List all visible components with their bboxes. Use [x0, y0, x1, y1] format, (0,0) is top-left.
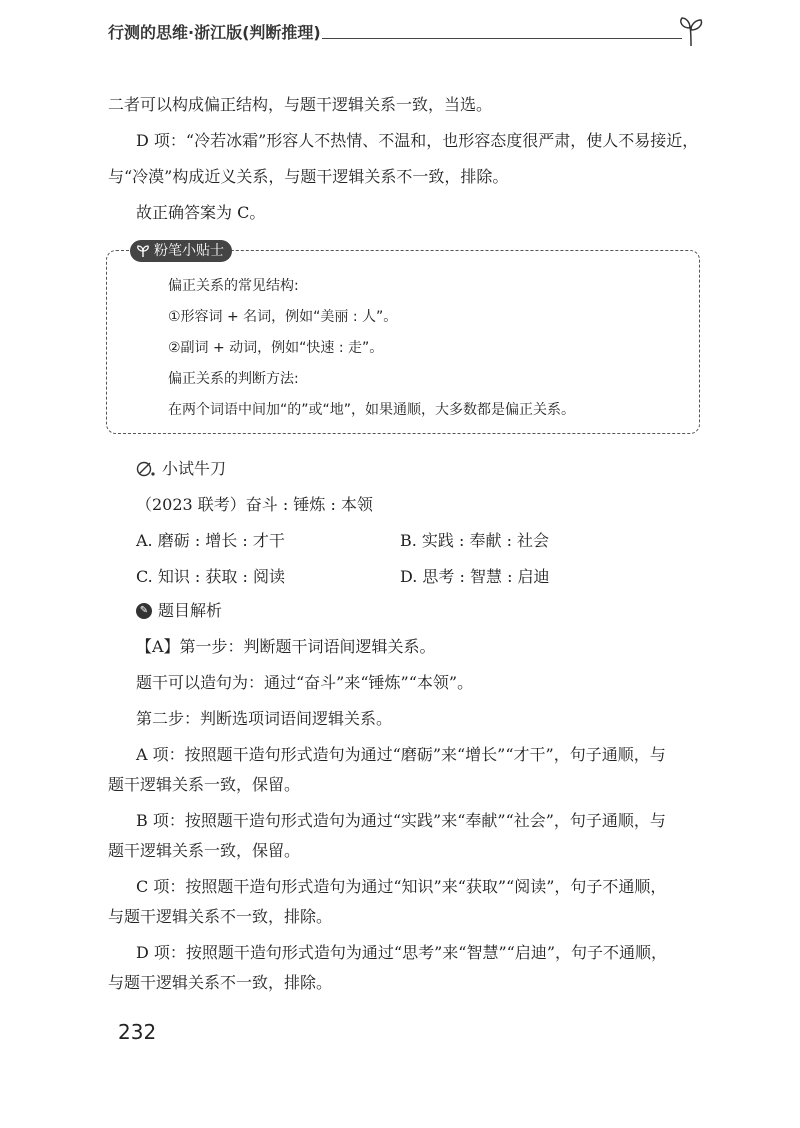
intro-line: D 项：“冷若冰霜”形容人不热情、不温和，也形容态度很严肃，使人不易接近， [136, 131, 699, 150]
analysis-line: 第二步：判断选项词语间逻辑关系。 [136, 709, 393, 728]
analysis-line: 题干逻辑关系一致，保留。 [108, 775, 301, 794]
page-number: 232 [118, 1020, 157, 1044]
tip-line: 在两个词语中间加“的”或“地”，如果通顺，大多数都是偏正关系。 [168, 402, 576, 418]
analysis-line: 与题干逻辑关系不一致，排除。 [108, 973, 333, 992]
analysis-line: C 项：按照题干造句形式造句为通过“知识”来“获取”“阅读”，句子不通顺， [136, 877, 667, 896]
sprout-icon [136, 244, 150, 258]
analysis-icon: ✎ [136, 603, 152, 619]
option-c: C. 知识 : 获取 : 阅读 [136, 567, 285, 586]
tip-label [130, 240, 232, 262]
tip-line: 偏正关系的判断方法: [168, 371, 299, 387]
tip-line: ①形容词 + 名词，例如“美丽 : 人”。 [168, 309, 398, 325]
analysis-line: 题干逻辑关系一致，保留。 [108, 841, 301, 860]
analysis-heading-text: 题目解析 [158, 601, 223, 620]
analysis-line: B 项：按照题干造句形式造句为通过“实践”来“奉献”“社会”，句子通顺，与 [136, 811, 666, 830]
option-d: D. 思考 : 智慧 : 启迪 [400, 567, 550, 586]
option-b: B. 实践 : 奉献 : 社会 [400, 531, 550, 550]
option-a: A. 磨砺 : 增长 : 才干 [136, 531, 285, 550]
analysis-line: 与题干逻辑关系不一致，排除。 [108, 907, 333, 926]
header-rule [322, 38, 682, 39]
tip-line: ②副词 + 动词，例如“快速 : 走”。 [168, 340, 384, 356]
tip-line: 偏正关系的常见结构: [168, 278, 299, 294]
analysis-line: A 项：按照题干造句形式造句为通过“磨砺”来“增长”“才干”，句子通顺，与 [136, 745, 666, 764]
analysis-line: 题干可以造句为：通过“奋斗”来“锤炼”“本领”。 [136, 673, 474, 692]
practice-heading-text: 小试牛刀 [162, 459, 227, 478]
analysis-heading [136, 600, 222, 622]
intro-line: 二者可以构成偏正结构，与题干逻辑关系一致，当选。 [108, 95, 493, 114]
running-header-title: 行测的思维·浙江版(判断推理) [108, 23, 321, 42]
tip-label-text: 粉笔小贴士 [154, 243, 224, 259]
question-stem: （2023 联考）奋斗 : 锤炼 : 本领 [136, 495, 373, 514]
sprout-icon [676, 14, 706, 48]
practice-heading [136, 458, 226, 480]
blade-icon [136, 461, 156, 477]
intro-line: 故正确答案为 C。 [136, 203, 266, 222]
analysis-line: D 项：按照题干造句形式造句为通过“思考”来“智慧”“启迪”，句子不通顺， [136, 943, 667, 962]
analysis-line: 【A】第一步：判断题干词语间逻辑关系。 [136, 637, 436, 656]
intro-line: 与“冷漠”构成近义关系，与题干逻辑关系不一致，排除。 [108, 167, 509, 186]
